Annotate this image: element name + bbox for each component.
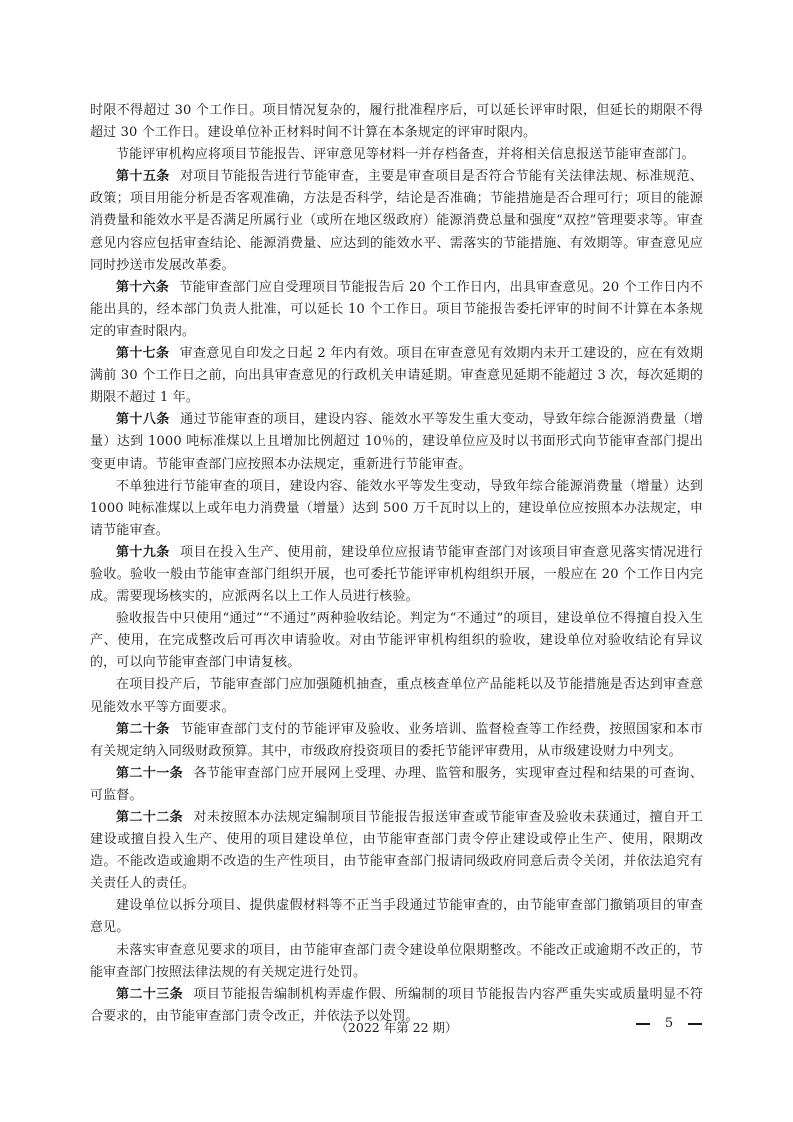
article-paragraph: [90, 542, 703, 608]
article-number: 第二十二条: [116, 810, 184, 825]
paragraph-text: 审查意见自印发之日起 2 年内有效。项目在审查意见有效期内未开工建设的，应在有效期满前 30 个工作日之前，向出具审查意见的行政机关申请延期。审查意见延期不能超过 3 次，每次延期的期限不超过 1 年。: [90, 346, 703, 406]
body-paragraph: [90, 895, 703, 939]
body-paragraph: [90, 100, 703, 144]
body-paragraph: [90, 476, 703, 542]
paragraph-text: 各节能审查部门应开展网上受理、办理、监管和服务，实现审查过程和结果的可查询、可监督。: [90, 765, 703, 803]
body-paragraph: [90, 608, 703, 674]
paragraph-text: 节能审查部门支付的节能评审及验收、业务培训、监督检查等工作经费，按照国家和本市有关规定纳入同级财政预算。其中，市级政府投资项目的委托节能评审费用，从市级建设财力中列支。: [90, 721, 703, 759]
paragraph-text: 对项目节能报告进行节能审查，主要是审查项目是否符合节能有关法律法规、标准规范、政策；项目用能分析是否客观准确，方法是否科学，结论是否准确；节能措施是否合理可行；项目的能源消费量和能效水平是否满足所属行业（或所在地区级政府）能源消费总量和强度“双控”管理要求等。审查意见内容应包括审查结论、能源消费量、应达到的能效水平、需落实的节能措施、有效期等。审查意见应同时抄送市发展改革委。: [90, 169, 703, 273]
article-number: 第十七条: [116, 346, 170, 362]
paragraph-text: 未落实审查意见要求的项目，由节能审查部门责令建设单位限期整改。不能改正或逾期不改正的，节能审查部门按照法律法规的有关规定进行处罚。: [90, 942, 703, 980]
paragraph-text: 通过节能审查的项目，建设内容、能效水平等发生重大变动，导致年综合能源消费量（增量）达到 1000 吨标准煤以上且增加比例超过 10％的，建设单位应及时以书面形式向节能审查部门提出变更申请。节能审查部门应按照本办法规定，重新进行节能审查。: [90, 412, 703, 472]
paragraph-text: 时限不得超过 30 个工作日。项目情况复杂的，履行批准程序后，可以延长评审时限，但延长的期限不得超过 30 个工作日。建设单位补正材料时间不计算在本条规定的评审时限内。: [90, 103, 703, 141]
body-paragraph: [90, 940, 703, 984]
paragraph-text: 项目在投入生产、使用前，建设单位应报请节能审查部门对该项目审查意见落实情况进行验收。验收一般由节能审查部门组织开展，也可委托节能评审机构组织开展，一般应在 20 个工作日内完成。需要现场核实的，应派两名以上工作人员进行核验。: [90, 544, 703, 605]
article-number: 第十五条: [116, 169, 170, 185]
dash-left: [636, 1023, 650, 1025]
article-paragraph: [90, 807, 703, 895]
paragraph-text: 验收报告中只使用“通过”“不通过”两种验收结论。判定为“不通过”的项目，建设单位不得擅自投入生产、使用，在完成整改后可再次申请验收。对由节能评审机构组织的验收，建设单位对验收结论有异议的，可以向节能审查部门申请复核。: [90, 611, 703, 671]
article-number: 第二十一条: [116, 765, 184, 781]
article-paragraph: [90, 409, 703, 475]
paragraph-text: 节能审查部门应自受理项目节能报告后 20 个工作日内，出具审查意见。20 个工作日内不能出具的，经本部门负责人批准，可以延长 10 个工作日。项目节能报告委托评审的时间不计算在本条规定的审查时限内。: [90, 279, 703, 339]
paragraph-text: 对未按照本办法规定编制项目节能报告报送审查或节能审查及验收未获通过，擅自开工建设或擅自投入生产、使用的项目建设单位，由节能审查部门责令停止建设或停止生产、使用，限期改造。不能改造或逾期不改造的生产性项目，由节能审查部门报请同级政府同意后责令关闭，并依法追究有关责任人的责任。: [90, 810, 703, 892]
document-body: [90, 100, 703, 1028]
paragraph-text: 节能评审机构应将项目节能报告、评审意见等材料一并存档备查，并将相关信息报送节能审查部门。: [116, 147, 695, 163]
page-number-block: [636, 1016, 702, 1031]
article-paragraph: [90, 166, 703, 276]
article-paragraph: [90, 343, 703, 409]
paragraph-text: 不单独进行节能审查的项目，建设内容、能效水平等发生变动，导致年综合能源消费量（增量）达到 1000 吨标准煤以上或年电力消费量（增量）达到 500 万千瓦时以上的，建设单位应按照本办法规定，申请节能审查。: [90, 478, 703, 538]
article-paragraph: [90, 277, 703, 343]
dash-right: [688, 1023, 702, 1025]
article-number: 第十九条: [116, 544, 170, 560]
article-number: 第二十条: [116, 721, 170, 737]
article-paragraph: [90, 763, 703, 807]
article-number: 第十六条: [116, 279, 169, 295]
body-paragraph: [90, 674, 703, 718]
paragraph-text: 在项目投产后，节能审查部门应加强随机抽查，重点核查单位产品能耗以及节能措施是否达到审查意见能效水平等方面要求。: [90, 677, 703, 715]
article-number: 第十八条: [116, 412, 170, 428]
issue-label: （2022 年第 22 期）: [335, 1020, 458, 1035]
article-number: 第二十三条: [116, 986, 184, 1002]
page-number: 5: [664, 1016, 674, 1031]
paragraph-text: 建设单位以拆分项目、提供虚假材料等不正当手段通过节能审查的，由节能审查部门撤销项目的审查意见。: [90, 898, 703, 936]
paragraph-text: 项目节能报告编制机构弄虚作假、所编制的项目节能报告内容严重失实或质量明显不符合要求的，由节能审查部门责令改正，并依法予以处罚。: [90, 986, 703, 1024]
article-paragraph: [90, 719, 703, 763]
body-paragraph: [90, 144, 703, 166]
